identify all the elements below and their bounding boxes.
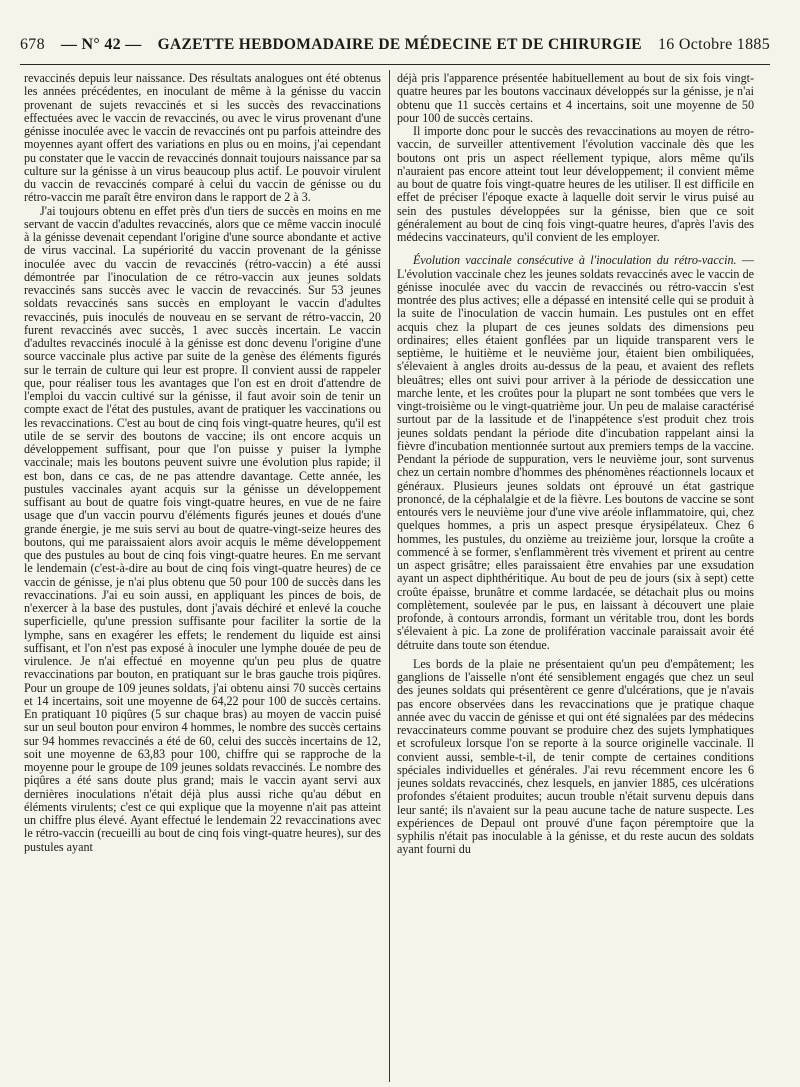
paragraph: déjà pris l'apparence présentée habituellement au bout de six fois vingt-quatre heures par les boutons vaccinaux développés sur la génisse, je n'ai obtenu que 11 succès certains et 4 incertains, soit une moyenne de 50 pour 100 de succès certains.	[397, 72, 754, 125]
paragraph: Il importe donc pour le succès des revaccinations au moyen de rétro-vaccin, de surveiller attentivement l'évolution vaccinale dès que les boutons ont pris un aspect réellement typique, alors même qu'ils n'auraient pas encore atteint tout leur développement; il convient même au bout de quatre fois vingt-quatre heures de les utiliser. Il est difficile en effet de préciser l'époque exacte à laquelle doit servir le virus puisé au sein des pustules développées sur la génisse, bien que ce soit généralement au bout de cinq fois vingt-quatre heures, d'après l'avis des médecins vaccinateurs, qu'il convient de les employer.	[397, 124, 754, 244]
issue-number: — N° 42 —	[60, 36, 142, 53]
issue-date: 16 Octobre 1885	[657, 36, 770, 53]
section-heading: Évolution vaccinale consécutive à l'inoculation du rétro-vaccin.	[413, 253, 737, 268]
left-column	[24, 72, 381, 1080]
paragraph: Les bords de la plaie ne présentaient qu'un peu d'empâtement; les ganglions de l'aisselle n'ont été sensiblement engagés que chez un seul des jeunes soldats qui présentèrent ce genre d'ulcérations, que je n'avais pas encore observées dans les revaccinations que je pratique chaque année avec du vaccin de génisse et qui ont été signalées par des médecins revaccinateurs comme pouvant se produire chez des sujets lymphatiques et scrofuleux lorsque l'on se reporte à la source originelle vaccinale. Il convient aussi, semble-t-il, de tenir compte de certaines conditions spéciales individuelles et générales. J'ai revu récemment encore les 6 jeunes soldats revaccinés, chez lesquels, en janvier 1885, ces ulcérations profondes s'étaient produites; aucun trouble n'était survenu depuis dans leur santé; ils n'avaient sur la peau aucune tache de nature suspecte. Les expériences de Depaul ont prouvé d'une façon péremptoire que la syphilis n'était pas inoculable à la génisse, et du reste aucun des soldats ayant fourni du	[397, 656, 754, 857]
right-column	[397, 72, 754, 1080]
section-paragraph	[397, 254, 754, 652]
journal-title: GAZETTE HEBDOMADAIRE DE MÉDECINE ET DE CHIRURGIE	[157, 36, 642, 53]
paragraph: revaccinés depuis leur naissance. Des résultats analogues ont été obtenus les années précédentes, en inoculant de même à la génisse du vaccin provenant de sujets revaccinés et si les succès des revaccinations effectuées avec le vaccin de revaccinés, ou avec le virus provenant d'une génisse inoculée avec le vaccin de revaccinés ont pu parfois atteindre des moyennes ayant offert des variations en plus ou en moins, j'ai cependant pu constater que le vaccin de revaccinés donnait toujours naissance par sa culture sur la génisse à un virus beaucoup plus actif. Le pouvoir virulent du vaccin de revaccinés comparé à celui du vaccin de génisse ou du rétro-vaccin me paraît être environ dans le rapport de 2 à 3.	[24, 72, 381, 205]
section-text: — L'évolution vaccinale chez les jeunes soldats revaccinés avec le vaccin de génisse inoculée avec du vaccin de revaccinés ou rétro-vaccin s'est montrée des plus actives; elle a dépassé en intensité celle qui se produit à la suite de l'inoculation de vaccin humain. Les pustules ont en effet acquis chez la plupart de ces jeunes soldats des dimensions peu ordinaires; elles étaient gonflées par un liquide transparent vers le septième, le huitième et le neuvième jour, étaient bien ombiliquées, s'élevaient à angles droits au-dessus de la peau, et avaient des reflets bleuâtres; elles ont suivi pour arriver à la période de dessiccation une marche lente, et les croûtes pour la plupart ne sont tombées que vers le vingt-troisième ou le vingt-quatrième jour. Un peu de malaise caractérisé surtout par de la lassitude et de l'inappétence s'est produit chez trois jeunes soldats pendant la période dite d'incubation rappelant ainsi la fièvre d'incubation mentionnée surtout aux premiers temps de la vaccine. Pendant la période de suppuration, vers le neuvième jour, sont survenus chez un certain nombre d'hommes des phénomènes réactionnels locaux et généraux. Plusieurs jeunes soldats ont éprouvé un état gastrique prononcé, de la céphalalgie et de la fièvre. Les boutons de vaccine se sont entourés vers le neuvième jour d'une vive aréole inflammatoire, qui, chez quelques hommes, a pris un aspect presque érysipélateux. Chez 6 hommes, les pustules, du onzième au treizième jour, lorsque la croûte a commencé à se former, s'enflammèrent très vivement et prirent au centre un aspect grisâtre; elles paraissaient être envahies par une exsudation ayant un aspect diphthéritique. Au bout de peu de jours (six à sept) cette croûte épaisse, brunâtre et comme lardacée, se détachait plus ou moins complètement, soulevée par le pus, en laissant à découvert une plaie profonde, à contours arrondis, formant un véritable trou, dont les bords s'élevaient à pic. La zone de prolifération vaccinale paraissait avoir été détruite dans toute son étendue.	[397, 253, 754, 652]
column-divider	[389, 70, 390, 1082]
running-header	[20, 36, 770, 58]
header-rule	[20, 64, 770, 65]
page-number: 678	[20, 36, 45, 53]
paragraph: J'ai toujours obtenu en effet près d'un tiers de succès en moins en me servant de vaccin d'adultes revaccinés, alors que ce même vaccin inoculé à la génisse devenait cependant l'origine d'une source abondante et active de virus vaccinal. La supériorité du vaccin provenant de la génisse inoculée avec du vaccin de revaccinés (rétro-vaccin) a été aussi démontrée par l'inoculation de ce rétro-vaccin aux jeunes soldats revaccinés sans succès avec le vaccin de revaccinés. Sur 53 jeunes soldats revaccinés sans succès en employant le vaccin d'adultes revaccinés, puis inoculés de nouveau en se servant de rétro-vaccin, 20 furent revaccinés avec succès, 1 avec succès incertain. Le vaccin d'adultes revaccinés inoculé à la génisse est donc devenu l'origine d'une source vaccinale plus active par suite de la genèse des éléments figurés sur le terrain de culture qui leur est propre. Il convient aussi de rappeler que, pour réaliser tous les avantages que l'on est en droit d'attendre de l'emploi du vaccin cultivé sur la génisse, il faut avoir soin de tenir un compte exact de l'état des pustules, avant de pratiquer les vaccinations ou les revaccinations. C'est au bout de cinq fois vingt-quatre heures, qu'il est utile de se servir des boutons de vaccine; ils ont encore acquis un développement suffisant, pour que l'on puisse y puiser la lymphe vaccinale; mais les boutons peuvent suivre une évolution plus rapide; il est bon, dans ce cas, de ne pas attendre davantage. Cette année, les pustules vaccinales ayant acquis sur la génisse un développement suffisant au bout de quatre fois vingt-quatre heures, en vue de ne faire usage que d'un vaccin pourvu d'éléments figurés jeunes et doués d'une grande énergie, je me suis servi au bout de quatre-vingt-seize heures des boutons, qui me paraissaient alors avoir acquis le même développement que des pustules au bout de cinq fois vingt-quatre heures. En me servant le lendemain (c'est-à-dire au bout de cinq fois vingt-quatre heures) de ce vaccin de génisse, je n'ai plus obtenu que 50 pour 100 de succès dans les revaccinations. J'ai eu soin aussi, en appliquant les pinces de bois, de n'exercer à la base des pustules, dont j'avais déchiré et enlevé la couche superficielle, qu'une pression suffisante pour faciliter la sortie de la lymphe, sans en exagérer les effets; le rendement du liquide est ainsi suffisant, et l'on n'est pas exposé à inoculer une lymphe douée de peu de virulence. Je n'ai effectué en moyenne qu'un peu plus de quatre revaccinations par bouton, en pratiquant sur le bras gauche trois piqûres. Pour un groupe de 109 jeunes soldats, j'ai obtenu ainsi 70 succès certains et 14 incertains, soit une moyenne de 64,22 pour 100 de succès certains. En pratiquant 10 piqûres (5 sur chaque bras) au moyen de vaccin puisé sur un seul bouton pour environ 4 hommes, le nombre des succès certains sur 94 hommes revaccinés a été de 60, celui des succès incertains de 12, soit une moyenne de 63,83 pour 100, chiffre qui se rapproche de la moyenne pour le groupe de 109 jeunes soldats revaccinés. Le nombre des piqûres a été sans doute plus grand; mais le vaccin ayant servi aux dernières inoculations n'était déjà plus aussi riche qu'au début en éléments virulents; c'est ce qui explique que la moyenne n'ait pas atteint un chiffre plus élevé. Ayant effectué le lendemain 22 revaccinations avec le rétro-vaccin (recueilli au bout de cinq fois vingt-quatre heures), sur des pustules ayant	[24, 203, 381, 854]
